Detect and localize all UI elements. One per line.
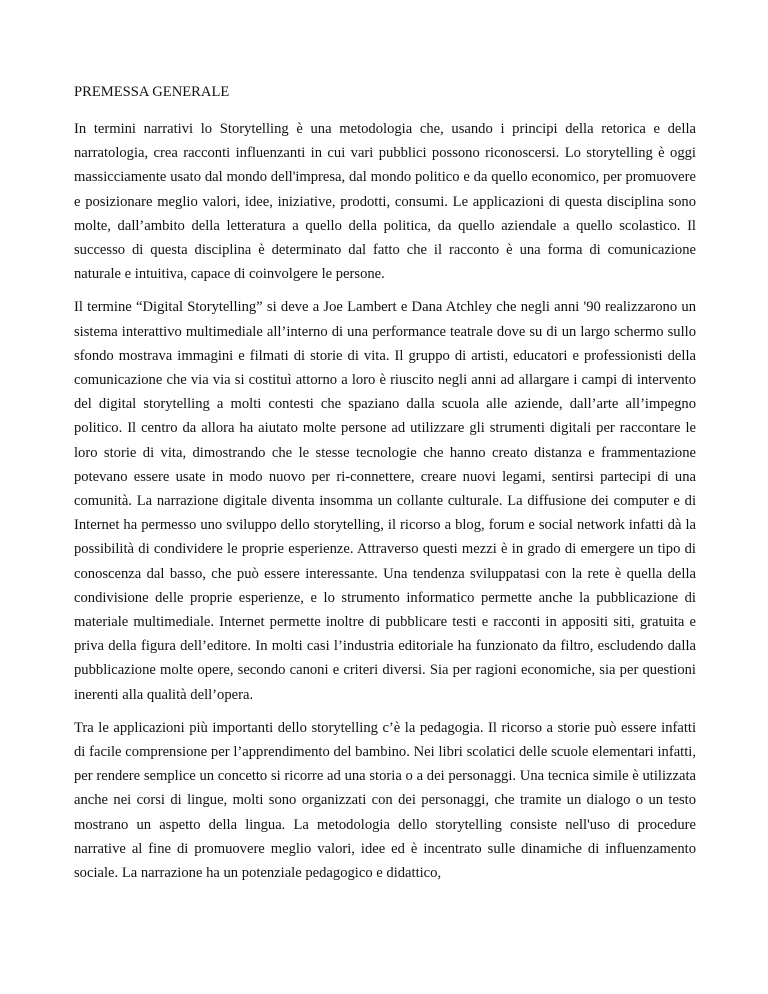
paragraph-storytelling-intro: In termini narrativi lo Storytelling è una metodologia che, usando i principi della retorica e della narratologia, crea racconti influenzanti in cui vari pubblici possono riconoscersi. Lo storytelling è oggi massicciamente usato dal mondo dell'impresa, dal mondo politico e da quello economico, per promuovere e posizionare meglio valori, idee, iniziative, prodotti, consumi. Le applicazioni di questa disciplina sono molte, dall’ambito della letteratura a quello della politica, da quello aziendale a quello scolastico. Il successo di questa disciplina è determinato dal fatto che il racconto è una forma di comunicazione naturale e intuitiva, capace di coinvolgere le persone. xyxy=(74,121,696,283)
section-heading: PREMESSA GENERALE xyxy=(74,84,230,100)
document-body xyxy=(74,84,696,894)
paragraph-pedagogy: Tra le applicazioni più importanti dello storytelling c’è la pedagogia. Il ricorso a storie può essere infatti di facile comprensione per l’apprendimento del bambino. Nei libri scolatici delle scuole elementari infatti, per rendere semplice un concetto si ricorre ad una storia o a dei personaggi. Una tecnica simile è utilizzata anche nei corsi di lingue, molti sono organizzati con dei personaggi, che tramite un dialogo o un testo mostrano un aspetto della lingua. La metodologia dello storytelling consiste nell'uso di procedure narrative al fine di promuovere meglio valori, idee ed è incentrato sulle dinamiche di influenzamento sociale. La narrazione ha un potenziale pedagogico e didattico, xyxy=(74,719,696,882)
paragraph-digital-storytelling: Il termine “Digital Storytelling” si deve a Joe Lambert e Dana Atchley che negli anni '90 realizzarono un sistema interattivo multimediale all’interno di una performance teatrale dove su di un largo schermo sullo sfondo mostrava immagini e filmati di storie di vita. Il gruppo di artisti, educatori e professionisti della comunicazione che via via si costituì attorno a loro è riuscito negli anni ad allargare i campi di intervento del digital storytelling a molti contesti che spaziano dalla scuola alle aziende, dall’arte all’impegno politico. Il centro da allora ha aiutato molte persone ad utilizzare gli strumenti digitali per raccontare le loro storie di vita, dimostrando che le stesse tecnologie che hanno creato distanza e frammentazione potevano essere usate in modo nuovo per ri-connettere, creare nuovi legami, sentirsi partecipi di una comunità. La narrazione digitale diventa insomma un collante culturale. La diffusione dei computer e di Internet ha permesso uno sviluppo dello storytelling, il ricorso a blog, forum e social network infatti dà la possibilità di condividere le proprie esperienze. Attraverso questi mezzi è in grado di emergere un tipo di conoscenza dal basso, che può essere interessante. Una tendenza sviluppatasi con la rete è quella della condivisione delle proprie esperienze, e lo strumento informatico permette anche la pubblicazione di materiale multimediale. Internet permette inoltre di pubblicare testi e racconti in appositi siti, gratuita e priva della figura dell’editore. In molti casi l’industria editoriale ha funzionato da filtro, escludendo dalla pubblicazione molte opere, secondo canoni e criteri diversi. Sia per ragioni economiche, sia per questioni inerenti alla qualità dell’opera. xyxy=(74,299,696,703)
